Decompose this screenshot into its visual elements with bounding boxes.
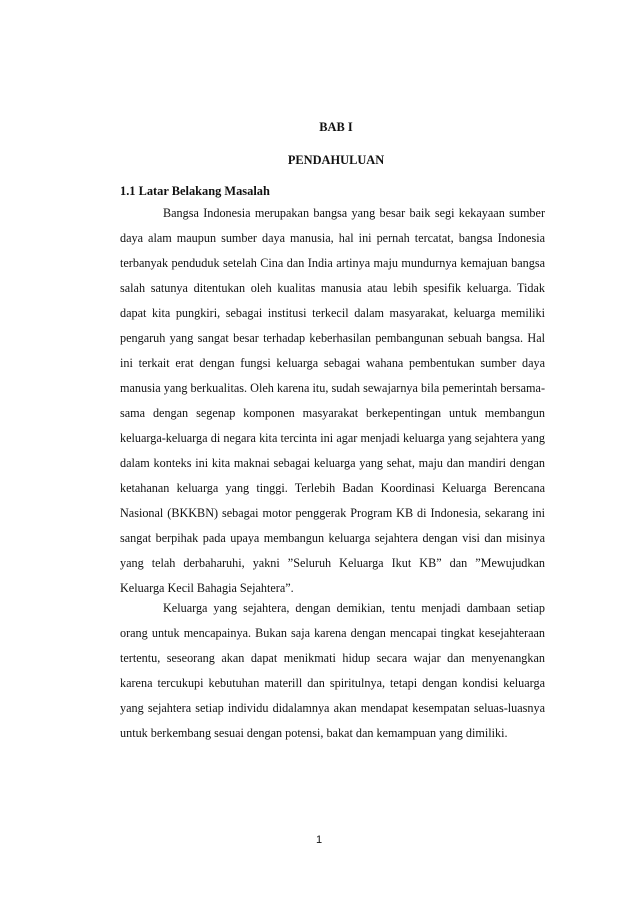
section-heading: 1.1 Latar Belakang Masalah <box>120 184 270 198</box>
chapter-title: PENDAHULUAN <box>287 153 385 167</box>
paragraph: Bangsa Indonesia merupakan bangsa yang besar baik segi kekayaan sumber daya alam maupun sumber daya manusia, hal ini pernah tercatat, bangsa Indonesia terbanyak penduduk setelah Cina dan India artinya maju mundurnya kemajuan bangsa salah satunya ditentukan oleh kualitas manusia atau lebih spesifik keluarga. Tidak dapat kita pungkiri, sebagai institusi terkecil dalam masyarakat, keluarga memiliki pengaruh yang sangat besar terhadap keberhasilan pembangunan sebuah bangsa. Hal ini terkait erat dengan fungsi keluarga sebagai wahana pembentukan sumber daya manusia yang berkualitas. Oleh karena itu, sudah sewajarnya bila pemerintah bersama-sama dengan segenap komponen masyarakat berkepentingan untuk membangun keluarga-keluarga di negara kita tercinta ini agar menjadi keluarga yang sejahtera yang dalam konteks ini kita maknai sebagai keluarga yang sehat, maju dan mandiri dengan ketahanan keluarga yang tinggi. Terlebih Badan Koordinasi Keluarga Berencana Nasional (BKKBN) sebagai motor penggerak Program KB di Indonesia, sekarang ini sangat berpihak pada upaya membangun keluarga sejahtera dengan visi dan misinya yang telah derbaharuhi, yakni ”Seluruh Keluarga Ikut KB” dan ”Mewujudkan Keluarga Kecil Bahagia Sejahtera”. <box>120 206 545 595</box>
chapter-label: BAB I <box>319 120 353 134</box>
page-number: 1 <box>315 834 323 846</box>
paragraph: Keluarga yang sejahtera, dengan demikian, tentu menjadi dambaan setiap orang untuk mencapainya. Bukan saja karena dengan mencapai tingkat kesejahteraan tertentu, seseorang akan dapat menikmati hidup secara wajar dan menyenangkan karena tercukupi kebutuhan materill dan spiritulnya, tetapi dengan kondisi keluarga yang sejahtera setiap individu didalamnya akan mendapat kesempatan seluas-luasnya untuk berkembang sesuai dengan potensi, bakat dan kemampuan yang dimiliki. <box>120 601 545 740</box>
